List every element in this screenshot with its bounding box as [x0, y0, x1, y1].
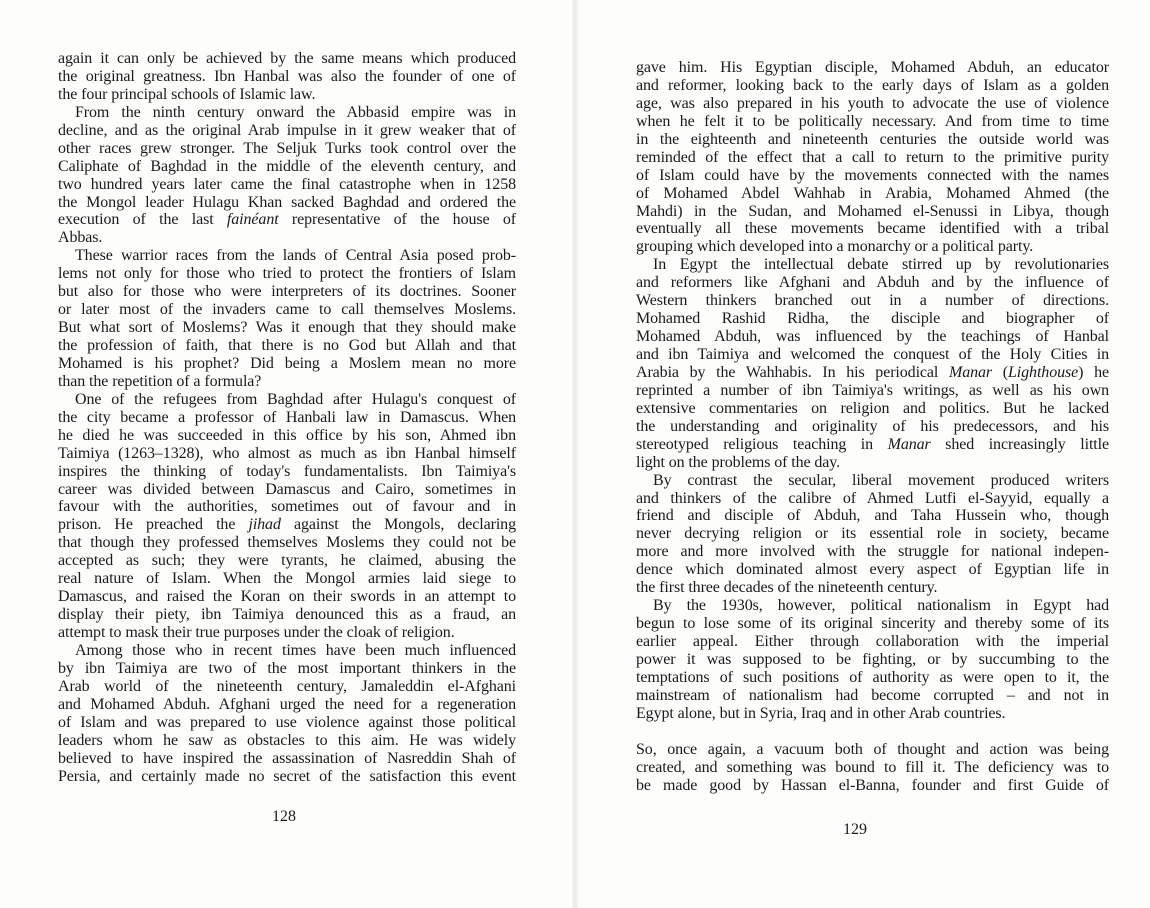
text-line: in the eighteenth and nineteenth centuries the outside world was: [636, 130, 1109, 148]
text-line: age, was also prepared in his youth to advocate the use of violence: [636, 94, 1109, 112]
text-line: Among those who in recent times have been much influenced: [75, 641, 516, 659]
text-line: These warrior races from the lands of Central Asia posed prob-: [75, 247, 516, 265]
text-line: reminded of the effect that a call to return to the primitive purity: [636, 148, 1109, 166]
text-line: earlier appeal. Either through collaboration with the imperial: [636, 633, 1109, 650]
text-line: Mahdi) in the Sudan, and Mohamed el-Senussi in Libya, though: [636, 202, 1109, 220]
text-line: gave him. His Egyptian disciple, Mohamed Abduh, an educator: [636, 59, 1109, 76]
text-line: temptations of such positions of authority as were open to it, the: [636, 668, 1109, 686]
text-line: the understanding and originality of his predecessors, and his: [636, 417, 1109, 435]
left-page-text: [58, 50, 516, 785]
text-line: accepted as such; they were tyrants, he claimed, abusing the: [58, 552, 516, 570]
text-line: other races grew stronger. The Seljuk Turks took control over the: [58, 139, 516, 157]
text-line: the original greatness. Ibn Hanbal was also the founder of one of: [58, 67, 516, 85]
text-line: eventually all these movements became identified with a tribal: [636, 220, 1109, 238]
text-line: extensive commentaries on religion and politics. But he lacked: [636, 399, 1109, 417]
text-line: more and more involved with the struggle for national indepen-: [636, 543, 1109, 561]
text-line: or later most of the invaders came to call themselves Moslems.: [58, 301, 516, 319]
text-line: but also for those who were interpreters of its doctrines. Sooner: [58, 283, 516, 301]
text-line: In Egypt the intellectual debate stirred up by revolutionaries: [653, 256, 1109, 274]
text-line: when he felt it to be politically necessary. And from time to time: [636, 112, 1109, 130]
text-line: Arab world of the nineteenth century, Jamaleddin el-Afghani: [58, 677, 516, 695]
text-line: Caliphate of Baghdad in the middle of the eleventh century, and: [58, 157, 516, 175]
text-line: inspires the thinking of today's fundamentalists. Ibn Taimiya's: [58, 462, 516, 480]
text-line: Abbas.: [58, 229, 103, 247]
text-line: the city became a professor of Hanbali law in Damascus. When: [58, 408, 516, 426]
text-line: But what sort of Moslems? Was it enough that they should make: [58, 319, 516, 337]
text-line: So, once again, a vacuum both of thought and action was being: [636, 740, 1109, 758]
text-line: leaders whom he saw as obstacles to this aim. He was widely: [58, 731, 516, 749]
text-line: power it was supposed to be fighting, or by succumbing to the: [636, 650, 1109, 668]
text-line: again it can only be achieved by the same means which produced: [58, 50, 516, 67]
text-line: Mohamed Abduh, was influenced by the teachings of Hanbal: [636, 328, 1109, 346]
text-line: lems not only for those who tried to protect the frontiers of Islam: [58, 265, 516, 283]
text-line: of Islam and was prepared to use violence against those political: [58, 713, 516, 731]
text-line: the four principal schools of Islamic law.: [58, 85, 316, 103]
text-line: real nature of Islam. When the Mongol armies laid siege to: [58, 570, 516, 588]
text-line: the first three decades of the nineteenth century.: [636, 579, 938, 597]
text-line: light on the problems of the day.: [636, 453, 841, 471]
text-line: Taimiya (1263–1328), who almost as much as ibn Hanbal himself: [58, 444, 516, 462]
right-page-number: 129: [843, 821, 867, 838]
left-page-number: 128: [272, 808, 296, 825]
right-page: [575, 0, 1150, 908]
text-line: By contrast the secular, liberal movement produced writers: [653, 471, 1109, 489]
text-line: dence which dominated almost every aspect of Egyptian life in: [636, 561, 1109, 579]
text-line: Egypt alone, but in Syria, Iraq and in other Arab countries.: [636, 704, 1006, 722]
text-line: believed to have inspired the assassination of Nasreddin Shah of: [58, 749, 516, 767]
text-line: friend and disciple of Abduh, and Taha Hussein who, though: [636, 507, 1109, 525]
text-line: never decrying religion or its essential role in society, became: [636, 525, 1109, 543]
text-line: Western thinkers branched out in a number of directions.: [636, 292, 1109, 310]
text-line: he died he was succeeded in this office by his son, Ahmed ibn: [58, 426, 516, 444]
text-line: than the repetition of a formula?: [58, 372, 262, 390]
text-line: favour with the authorities, sometimes out of favour and in: [58, 498, 516, 516]
text-line: and reformers like Afghani and Abduh and by the influence of: [636, 274, 1109, 292]
text-line: execution of the last fainéant representative of the house of: [58, 211, 516, 229]
text-line: decline, and as the original Arab impulse in it grew weaker that of: [58, 121, 516, 139]
text-line: by ibn Taimiya are two of the most important thinkers in the: [58, 659, 516, 677]
text-line: the Mongol leader Hulagu Khan sacked Baghdad and ordered the: [58, 193, 516, 211]
text-line: two hundred years later came the final catastrophe when in 1258: [58, 175, 516, 193]
text-line: Damascus, and raised the Koran on their swords in an attempt to: [58, 588, 516, 606]
text-line: From the ninth century onward the Abbasid empire was in: [75, 103, 516, 121]
text-line: of Mohamed Abdel Wahhab in Arabia, Mohamed Ahmed (the: [636, 184, 1109, 202]
text-line: and thinkers of the calibre of Ahmed Lutfi el-Sayyid, equally a: [636, 489, 1109, 507]
text-line: stereotyped religious teaching in Manar shed increasingly little: [636, 435, 1109, 453]
text-line: the profession of faith, that there is no God but Allah and that: [58, 337, 516, 354]
text-line: and ibn Taimiya and welcomed the conquest of the Holy Cities in: [636, 346, 1109, 363]
text-line: be made good by Hassan el-Banna, founder and first Guide of: [636, 776, 1109, 794]
text-line: By the 1930s, however, political nationalism in Egypt had: [653, 597, 1109, 615]
text-line: created, and something was bound to fill it. The deficiency was to: [636, 758, 1109, 776]
text-line: and reformer, looking back to the early days of Islam as a golden: [636, 76, 1109, 94]
right-page-text: [636, 59, 1109, 794]
text-line: and Mohamed Abduh. Afghani urged the need for a regeneration: [58, 695, 516, 713]
text-line: display their piety, ibn Taimiya denounced this as a fraud, an: [58, 606, 516, 624]
text-line: Mohamed is his prophet? Did being a Moslem mean no more: [58, 354, 516, 372]
text-line: of Islam could have by the movements connected with the names: [636, 166, 1109, 184]
text-line: attempt to mask their true purposes under the cloak of religion.: [58, 624, 455, 641]
text-line: that though they professed themselves Moslems they could not be: [58, 534, 516, 552]
text-line: career was divided between Damascus and Cairo, sometimes in: [58, 480, 516, 498]
text-line: [636, 723, 1109, 741]
text-line: begun to lose some of its original sincerity and thereby some of its: [636, 615, 1109, 633]
text-line: reprinted a number of ibn Taimiya's writings, as well as his own: [636, 381, 1109, 399]
text-line: Persia, and certainly made no secret of the satisfaction this event: [58, 767, 516, 785]
text-line: Mohamed Rashid Ridha, the disciple and biographer of: [636, 310, 1109, 328]
text-line: prison. He preached the jihad against the Mongols, declaring: [58, 516, 516, 534]
text-line: One of the refugees from Baghdad after Hulagu's conquest of: [75, 390, 516, 408]
text-line: mainstream of nationalism had become corrupted – and not in: [636, 686, 1109, 704]
text-line: Arabia by the Wahhabis. In his periodical Manar (Lighthouse) he: [636, 363, 1109, 381]
text-line: grouping which developed into a monarchy or a political party.: [636, 238, 1034, 256]
